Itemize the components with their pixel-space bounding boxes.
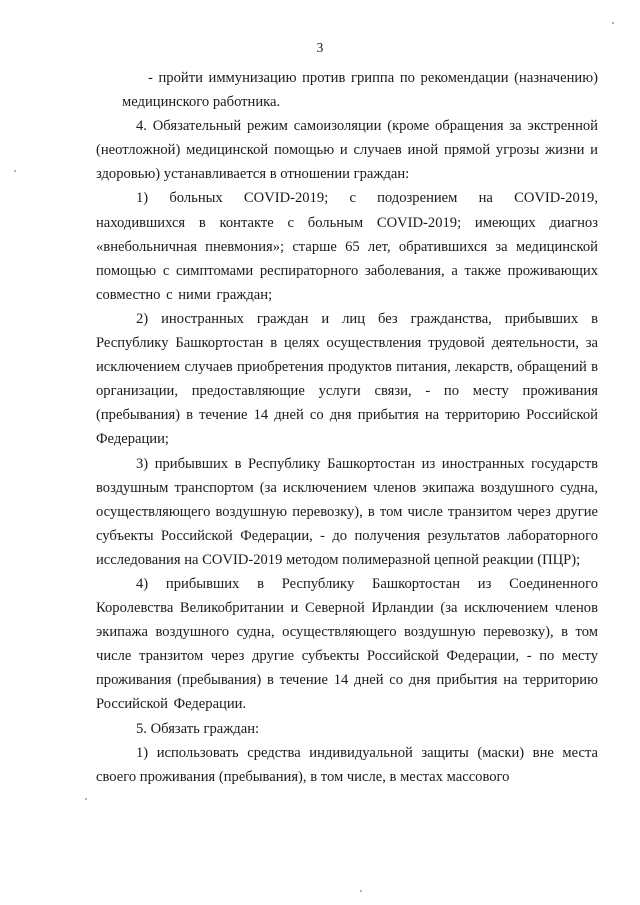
paragraph-item-4-uk-arrivals: 4) прибывших в Республику Башкортостан из Соединенного Королевства Великобритании и Северной Ирландии (за исключением членов экипажа воздушного судна, осуществляющего воздушную перевозку), в том числе транзитом через другие субъекты Российской Федерации, - по месту проживания (пребывания) в течение 14 дней со дня прибытия на территорию Российской Федерации. [96, 575, 598, 713]
paragraph-item-3-air-arrivals: 3) прибывших в Республику Башкортостан из иностранных государств воздушным транспортом (за исключением членов экипажа воздушного судна, осуществляющего воздушную перевозку), в том числе транзитом через другие субъекты Российской Федерации, - до получения результатов лабораторного исследования на COVID-2019 методом полимеразной цепной реакции (ПЦР); [96, 455, 598, 568]
document-body [96, 66, 598, 789]
paragraph-item-2-foreign-citizens: 2) иностранных граждан и лиц без гражданства, прибывших в Республику Башкортостан в целях осуществления трудовой деятельности, за исключением случаев приобретения продуктов питания, лекарств, обращений в организации, предоставляющие услуги связи, - по месту проживания (пребывания) в течение 14 дней со дня прибытия на территорию Российской Федерации; [96, 310, 598, 448]
scan-speck [14, 170, 16, 172]
paragraph-obligations-heading: 5. Обязать граждан: [136, 720, 260, 737]
paragraph-obligation-1-masks: 1) использовать средства индивидуальной защиты (маски) вне места своего проживания (пребывания), в том числе, в местах массового [96, 744, 598, 785]
scan-speck [360, 890, 362, 892]
page-number: 3 [316, 40, 324, 55]
scan-speck [612, 22, 614, 24]
scan-speck [85, 798, 87, 800]
paragraph-self-isolation-intro: 4. Обязательный режим самоизоляции (кроме обращения за экстренной (неотложной) медицинской помощью и случаев иной прямой угрозы жизни и здоровью) устанавливается в отношении граждан: [96, 118, 598, 183]
paragraph-item-1-covid-patients: 1) больных COVID-2019; с подозрением на COVID-2019, находившихся в контакте с больным COVID-2019; имеющих диагноз «внебольничная пневмония»; старше 65 лет, обратившихся за медицинской помощью с симптомами респираторного заболевания, а также проживающих совместно с ними граждан; [96, 190, 598, 303]
paragraph-immunization: - пройти иммунизацию против гриппа по рекомендации (назначению) медицинского работника. [122, 70, 598, 111]
